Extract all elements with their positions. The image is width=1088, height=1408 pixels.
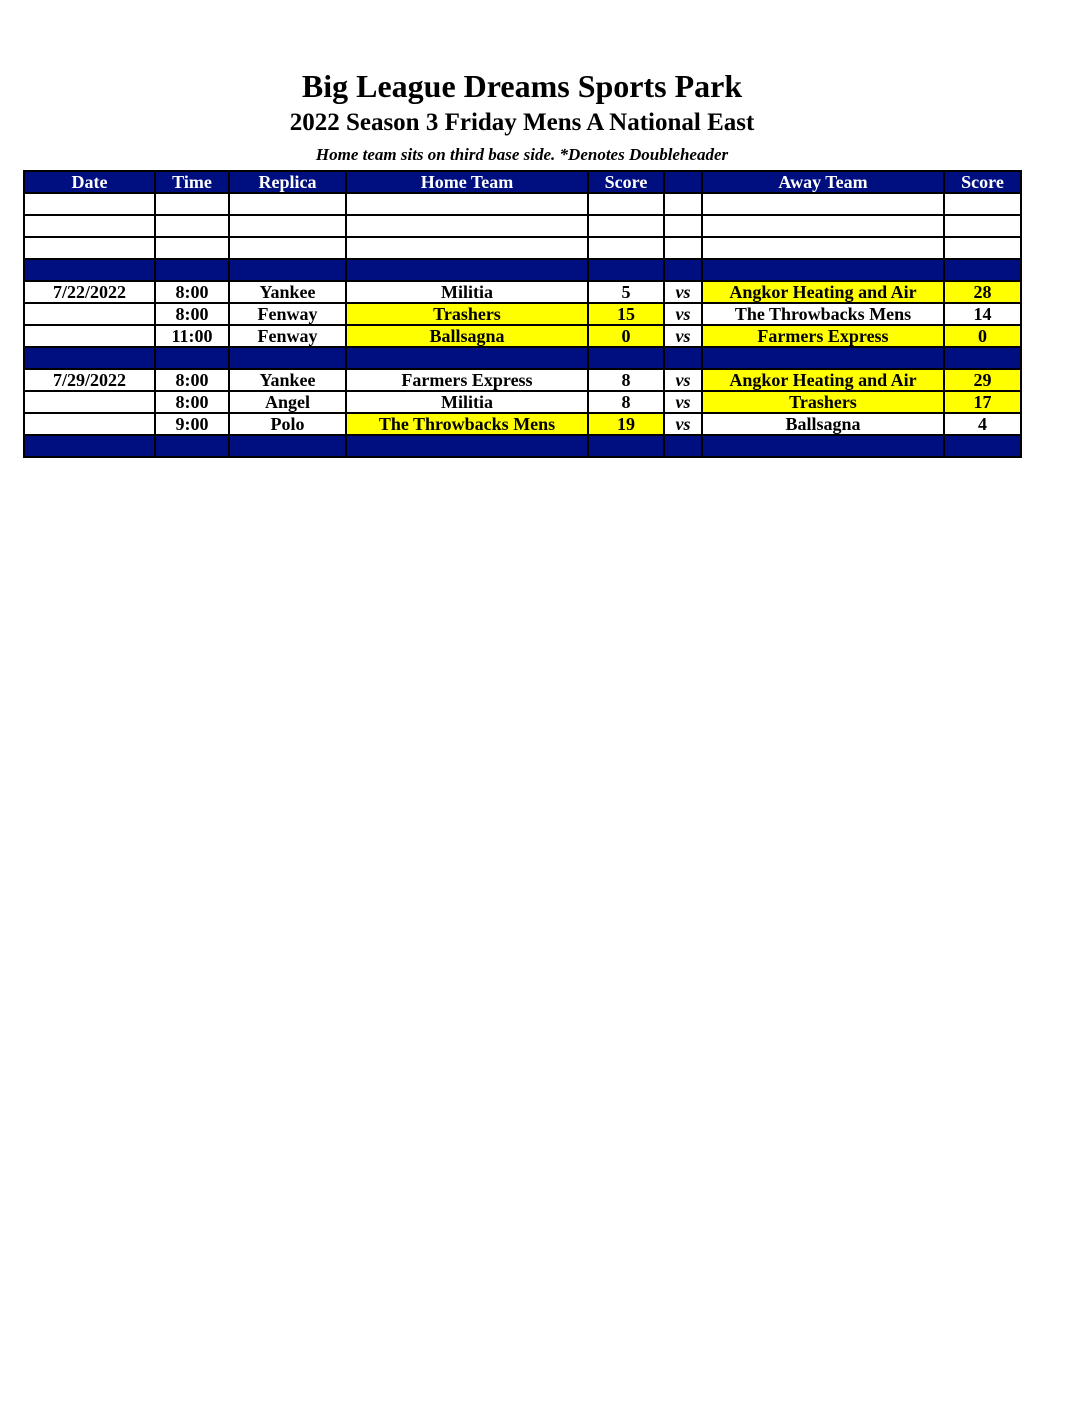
vs-label: vs bbox=[664, 369, 702, 391]
game-date: 7/22/2022 bbox=[24, 281, 155, 303]
away-score: 29 bbox=[944, 369, 1021, 391]
game-replica: Yankee bbox=[229, 281, 346, 303]
game-time: 9:00 bbox=[155, 413, 229, 435]
home-team: Ballsagna bbox=[346, 325, 588, 347]
page-title: Big League Dreams Sports Park bbox=[301, 68, 743, 104]
vs-label: vs bbox=[664, 281, 702, 303]
away-score: 14 bbox=[944, 303, 1021, 325]
game-date: 7/29/2022 bbox=[24, 369, 155, 391]
vs-label: vs bbox=[664, 413, 702, 435]
game-time: 8:00 bbox=[155, 369, 229, 391]
home-score: 15 bbox=[588, 303, 664, 325]
table-row bbox=[24, 325, 1021, 347]
home-score: 5 bbox=[588, 281, 664, 303]
home-score: 0 bbox=[588, 325, 664, 347]
home-score: 8 bbox=[588, 391, 664, 413]
game-replica: Fenway bbox=[229, 303, 346, 325]
home-team: Trashers bbox=[346, 303, 588, 325]
away-score: 4 bbox=[944, 413, 1021, 435]
game-time: 8:00 bbox=[155, 303, 229, 325]
separator-row bbox=[24, 435, 1021, 457]
away-team: Angkor Heating and Air bbox=[702, 281, 944, 303]
empty-row bbox=[24, 193, 1021, 215]
home-team: Militia bbox=[346, 391, 588, 413]
col-header-away-score: Score bbox=[944, 171, 1021, 193]
away-score: 0 bbox=[944, 325, 1021, 347]
col-header-home-score: Score bbox=[588, 171, 664, 193]
home-team: The Throwbacks Mens bbox=[346, 413, 588, 435]
game-replica: Polo bbox=[229, 413, 346, 435]
away-team: Trashers bbox=[702, 391, 944, 413]
away-team: Angkor Heating and Air bbox=[702, 369, 944, 391]
game-time: 8:00 bbox=[155, 281, 229, 303]
col-header-date: Date bbox=[24, 171, 155, 193]
away-score: 17 bbox=[944, 391, 1021, 413]
schedule-table bbox=[23, 170, 1022, 458]
col-header-away-team: Away Team bbox=[702, 171, 944, 193]
away-team: The Throwbacks Mens bbox=[702, 303, 944, 325]
away-team: Farmers Express bbox=[702, 325, 944, 347]
away-team: Ballsagna bbox=[702, 413, 944, 435]
table-row bbox=[24, 281, 1021, 303]
game-replica: Angel bbox=[229, 391, 346, 413]
col-header-time: Time bbox=[155, 171, 229, 193]
col-header-home-team: Home Team bbox=[346, 171, 588, 193]
game-replica: Fenway bbox=[229, 325, 346, 347]
col-header-vs bbox=[664, 171, 702, 193]
game-replica: Yankee bbox=[229, 369, 346, 391]
game-time: 11:00 bbox=[155, 325, 229, 347]
vs-label: vs bbox=[664, 303, 702, 325]
home-score: 19 bbox=[588, 413, 664, 435]
vs-label: vs bbox=[664, 325, 702, 347]
table-row bbox=[24, 391, 1021, 413]
game-date bbox=[24, 391, 155, 413]
header-row bbox=[24, 171, 1021, 193]
game-date bbox=[24, 303, 155, 325]
empty-row bbox=[24, 215, 1021, 237]
game-time: 8:00 bbox=[155, 391, 229, 413]
home-score: 8 bbox=[588, 369, 664, 391]
schedule-note: Home team sits on third base side. *Denotes Doubleheader bbox=[315, 145, 729, 164]
home-team: Farmers Express bbox=[346, 369, 588, 391]
col-header-replica: Replica bbox=[229, 171, 346, 193]
empty-row bbox=[24, 237, 1021, 259]
game-date bbox=[24, 325, 155, 347]
separator-row bbox=[24, 259, 1021, 281]
home-team: Militia bbox=[346, 281, 588, 303]
table-row bbox=[24, 413, 1021, 435]
table-row bbox=[24, 369, 1021, 391]
table-row bbox=[24, 303, 1021, 325]
vs-label: vs bbox=[664, 391, 702, 413]
game-date bbox=[24, 413, 155, 435]
away-score: 28 bbox=[944, 281, 1021, 303]
separator-row bbox=[24, 347, 1021, 369]
page-subtitle: 2022 Season 3 Friday Mens A National East bbox=[289, 109, 755, 136]
